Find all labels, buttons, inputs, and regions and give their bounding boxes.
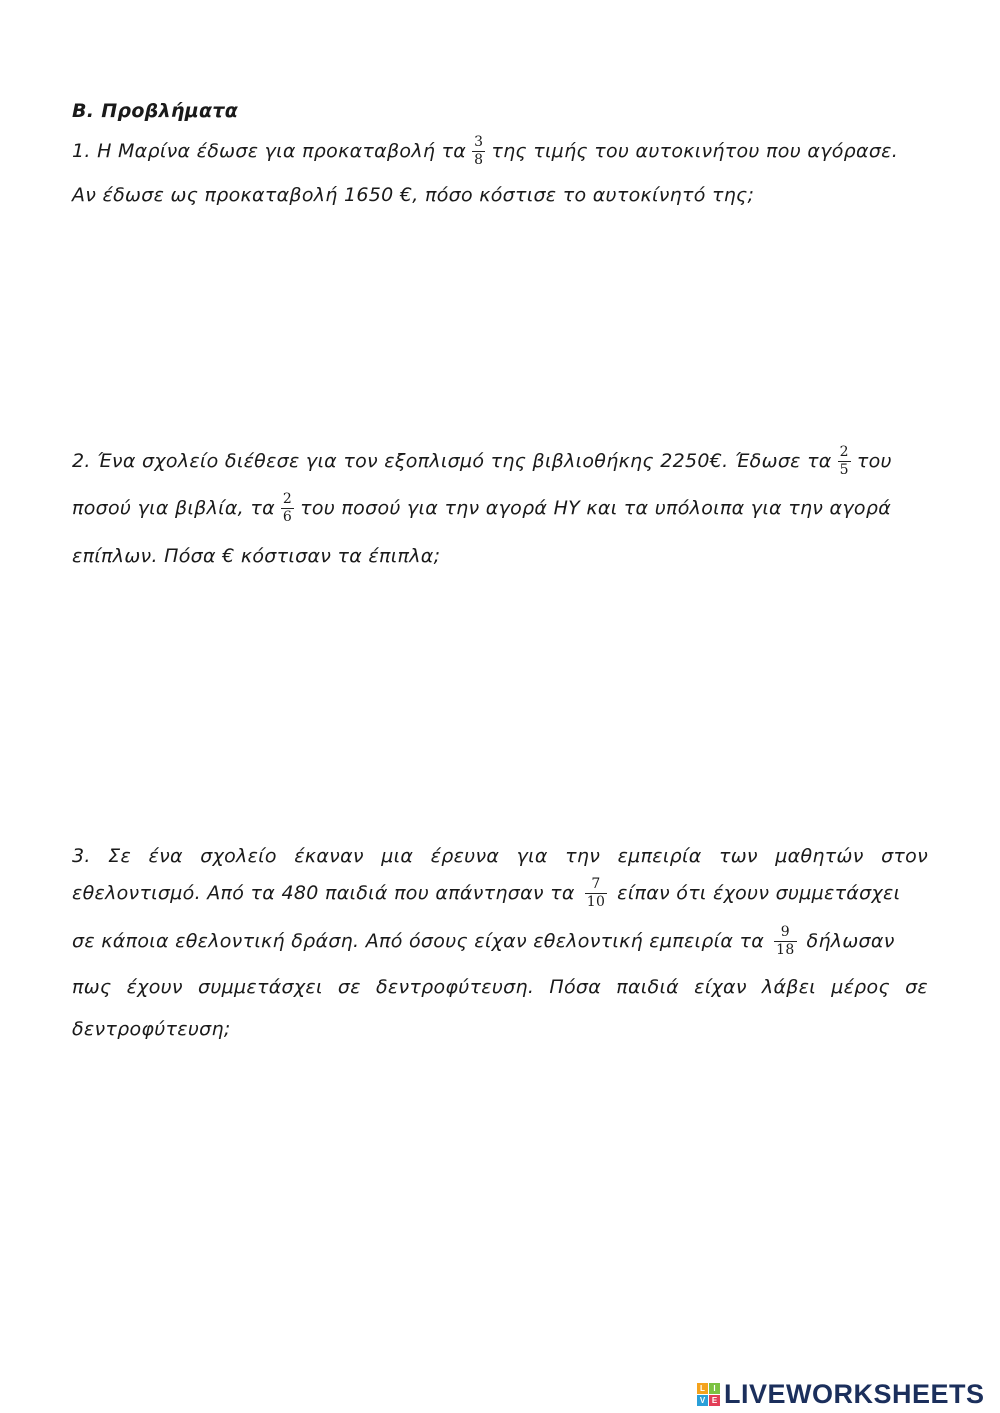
- logo-squares-icon: [697, 1383, 720, 1406]
- fraction-numerator: 7: [591, 876, 601, 892]
- fraction-2-6: [281, 491, 294, 526]
- problem-2-line-1: [72, 444, 892, 479]
- fraction-denominator: 5: [839, 462, 849, 478]
- section-title: Β. Προβλήματα: [72, 100, 239, 122]
- fraction-denominator: 10: [586, 894, 606, 910]
- problem-1-line-2: Αν έδωσε ως προκαταβολή 1650 €, πόσο κόστισε το αυτοκίνητό της;: [72, 184, 755, 206]
- problem-2-text-c: ποσού για βιβλία, τα: [72, 497, 275, 519]
- logo-text: LIVEWORKSHEETS: [724, 1378, 985, 1409]
- problem-1-line-1: [72, 134, 898, 169]
- problem-1-text-b: της τιμής του αυτοκινήτου που αγόρασε.: [491, 140, 899, 162]
- problem-3-line-5: δεντροφύτευση;: [72, 1018, 231, 1040]
- fraction-7-10: [585, 876, 607, 911]
- problem-2-text-d: του ποσού για την αγορά ΗΥ και τα υπόλοιπα για την αγορά: [300, 497, 892, 519]
- fraction-numerator: 3: [474, 134, 484, 150]
- logo-square: E: [709, 1395, 720, 1406]
- logo-square: L: [697, 1383, 708, 1394]
- logo-square: V: [697, 1395, 708, 1406]
- logo-square: I: [709, 1383, 720, 1394]
- fraction-numerator: 2: [282, 491, 293, 507]
- problem-2-text-a: 2. Ένα σχολείο διέθεσε για τον εξοπλισμό της βιβλιοθήκης 2250€. Έδωσε τα: [72, 450, 832, 472]
- fraction-2-5: [838, 444, 851, 479]
- liveworksheets-logo: [697, 1378, 985, 1410]
- problem-2-line-3: επίπλων. Πόσα € κόστισαν τα έπιπλα;: [72, 545, 441, 567]
- problem-3-text-c: σε κάποια εθελοντική δράση. Από όσους είχαν εθελοντική εμπειρία τα: [72, 930, 765, 952]
- problem-2-line-2: [72, 491, 891, 526]
- problem-3-text-b: είπαν ότι έχουν συμμετάσχει: [617, 882, 901, 904]
- fraction-denominator: 18: [776, 942, 795, 958]
- fraction-denominator: 8: [474, 152, 484, 168]
- problem-3-line-4: πως έχουν συμμετάσχει σε δεντροφύτευση. Πόσα παιδιά είχαν λάβει μέρος σε: [72, 976, 928, 998]
- fraction-9-18: [774, 924, 796, 959]
- problem-1-text-a: 1. Η Μαρίνα έδωσε για προκαταβολή τα: [72, 140, 467, 162]
- problem-3-text-d: δήλωσαν: [806, 930, 895, 952]
- problem-3-text-a: εθελοντισμό. Από τα 480 παιδιά που απάντησαν τα: [72, 882, 575, 904]
- fraction-numerator: 9: [780, 924, 790, 940]
- fraction-denominator: 6: [282, 509, 293, 525]
- problem-2-text-b: του: [856, 450, 892, 472]
- problem-3-line-2: [72, 876, 900, 911]
- problem-3-line-3: [72, 924, 895, 959]
- fraction-numerator: 2: [839, 444, 849, 460]
- problem-3-line-1: 3. Σε ένα σχολείο έκαναν μια έρευνα για την εμπειρία των μαθητών στον: [72, 845, 928, 867]
- fraction-3-8: [472, 134, 485, 169]
